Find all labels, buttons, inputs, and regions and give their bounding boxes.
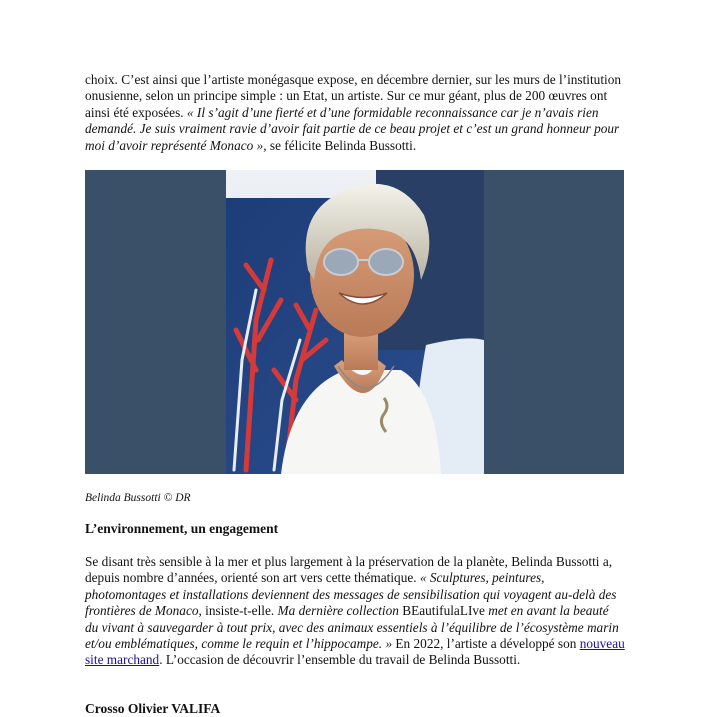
- shop-site-link[interactable]: nouveau site marchand: [85, 636, 625, 668]
- paragraph-2-container: [85, 554, 625, 669]
- paragraph-2-text-4: . L’occasion de découvrir l’ensemble du travail de Belinda Bussotti.: [159, 652, 521, 668]
- paragraph-2-quote-2a: Ma dernière collection: [277, 603, 403, 619]
- paragraph-2-quote-1: « Sculptures, peintures, photomontages et installations deviennent des messages de sensibilisation qui voyagent au-delà des frontières de Monaco: [85, 570, 617, 619]
- author-signature: Crosso Olivier VALIFA: [85, 701, 221, 716]
- paragraph-2: [85, 554, 625, 669]
- portrait-photo: [226, 170, 484, 474]
- collection-name: BEautifulaLIve: [402, 603, 485, 619]
- portrait-image-icon: [226, 170, 484, 474]
- article-body: [85, 72, 625, 154]
- paragraph-2-text-2: , insiste-t-elle.: [198, 603, 278, 619]
- paragraph-1: [85, 72, 625, 154]
- photo-panel: [85, 170, 624, 474]
- section-heading: L’environnement, un engagement: [85, 521, 279, 536]
- paragraph-1-text: choix. C’est ainsi que l’artiste monégasque expose, en décembre dernier, sur les murs de l’institution onusienne, selon un principe simple : un Etat, un artiste. Sur ce mur géant, plus de 200 œuvres ont ainsi été exposées.: [85, 72, 621, 120]
- paragraph-2-quote-2b: met en avant la beauté du vivant à sauvegarder à tout prix, avec des animaux essentiels à l’équilibre de l’écosystème marin et/ou emblématiques, comme le requin et l’hippocampe. »: [85, 603, 619, 652]
- paragraph-2-text-3: En 2022, l’artiste a développé son: [392, 636, 580, 652]
- paragraph-1-text-end: , se félicite Belinda Bussotti.: [263, 137, 417, 153]
- paragraph-1-quote: « Il s’agit d’une fierté et d’une formidable reconnaissance car je n’avais rien demandé. Je suis vraiment ravie d’avoir fait partie de ce beau projet et c’est un grand honneur pour moi d’avoir représenté Monaco »: [85, 104, 620, 153]
- photo-caption: Belinda Bussotti © DR: [85, 492, 191, 504]
- paragraph-2-text: Se disant très sensible à la mer et plus largement à la préservation de la planète, Belinda Bussotti a, depuis nombre d’années, orienté son art vers cette thématique.: [85, 554, 613, 586]
